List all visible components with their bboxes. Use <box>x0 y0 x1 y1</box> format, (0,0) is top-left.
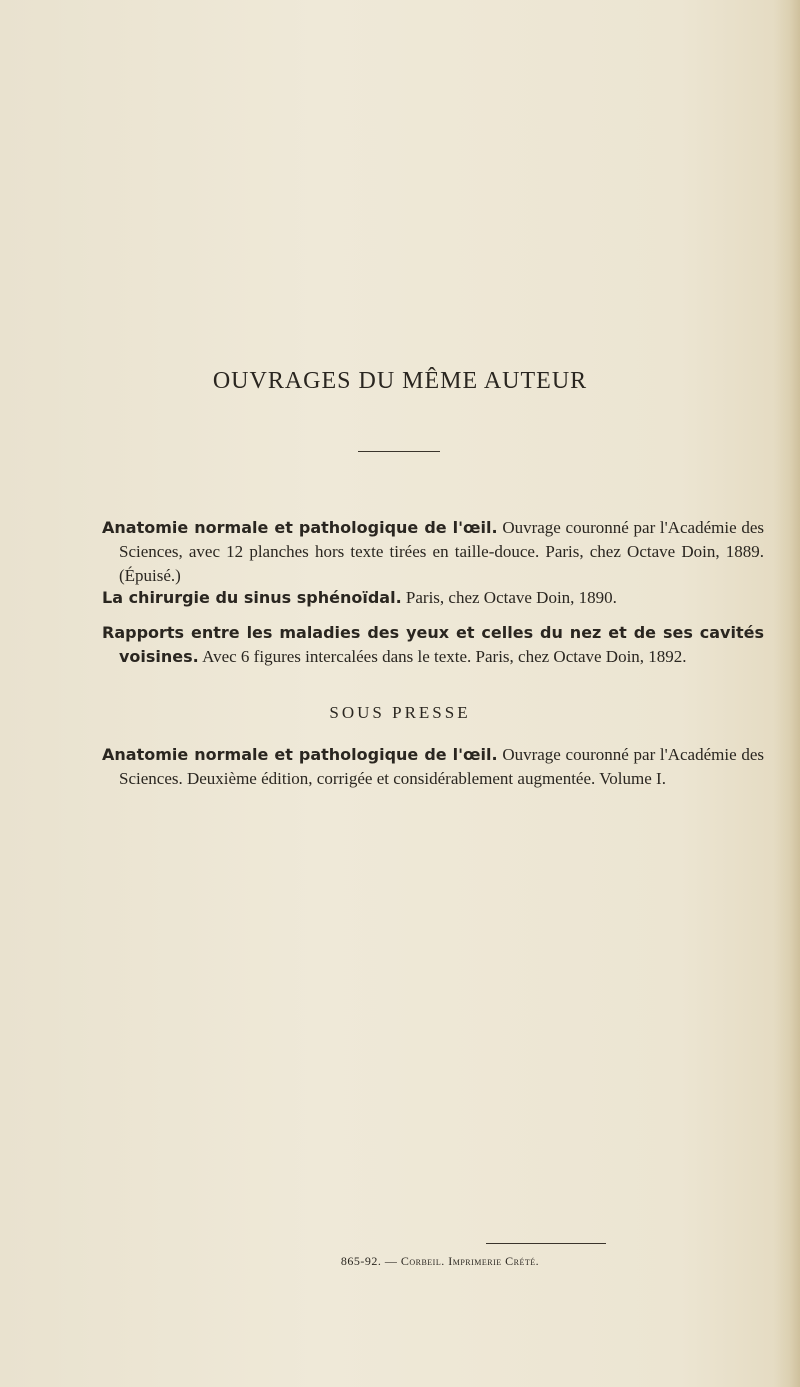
section-heading-sous-presse: SOUS PRESSE <box>329 703 471 722</box>
page-title: OUVRAGES DU MÊME AUTEUR <box>212 368 588 394</box>
entry-text: Paris, chez Octave Doin, 1890. <box>405 588 617 607</box>
entry-text: Ouvrage couronné par l'Académie des Sciences, avec 12 planches hors texte tirées en taille-douce. Paris, chez Octave Doin, 1889. (Épuisé.) <box>119 518 765 585</box>
imprint-divider <box>486 1243 606 1244</box>
entry-title: Rapports entre les maladies des yeux et celles du nez et de ses cavités voisines. <box>102 623 764 666</box>
bibliography-entry-4 <box>102 743 764 791</box>
entry-text: Avec 6 figures intercalées dans le texte. Paris, chez Octave Doin, 1892. <box>202 647 687 666</box>
imprint-number: 865-92. <box>340 1254 382 1268</box>
title-divider <box>358 451 440 452</box>
printer-imprint <box>0 1254 800 1269</box>
entry-title: Anatomie normale et pathologique de l'œil. <box>102 745 498 764</box>
entry-text: Ouvrage couronné par l'Académie des Sciences. Deuxième édition, corrigée et considérablement augmentée. Volume I. <box>119 745 765 788</box>
entry-title: Anatomie normale et pathologique de l'œil. <box>102 518 498 537</box>
page-edge-shadow <box>774 0 800 1387</box>
bibliography-entry-3 <box>102 621 764 669</box>
imprint-printer: Corbeil. Imprimerie Crété. <box>400 1254 540 1268</box>
bibliography-entry-1 <box>102 516 764 588</box>
entry-title: La chirurgie du sinus sphénoïdal. <box>102 588 402 607</box>
imprint-dash: — <box>384 1254 398 1268</box>
bibliography-entry-2 <box>102 586 764 610</box>
